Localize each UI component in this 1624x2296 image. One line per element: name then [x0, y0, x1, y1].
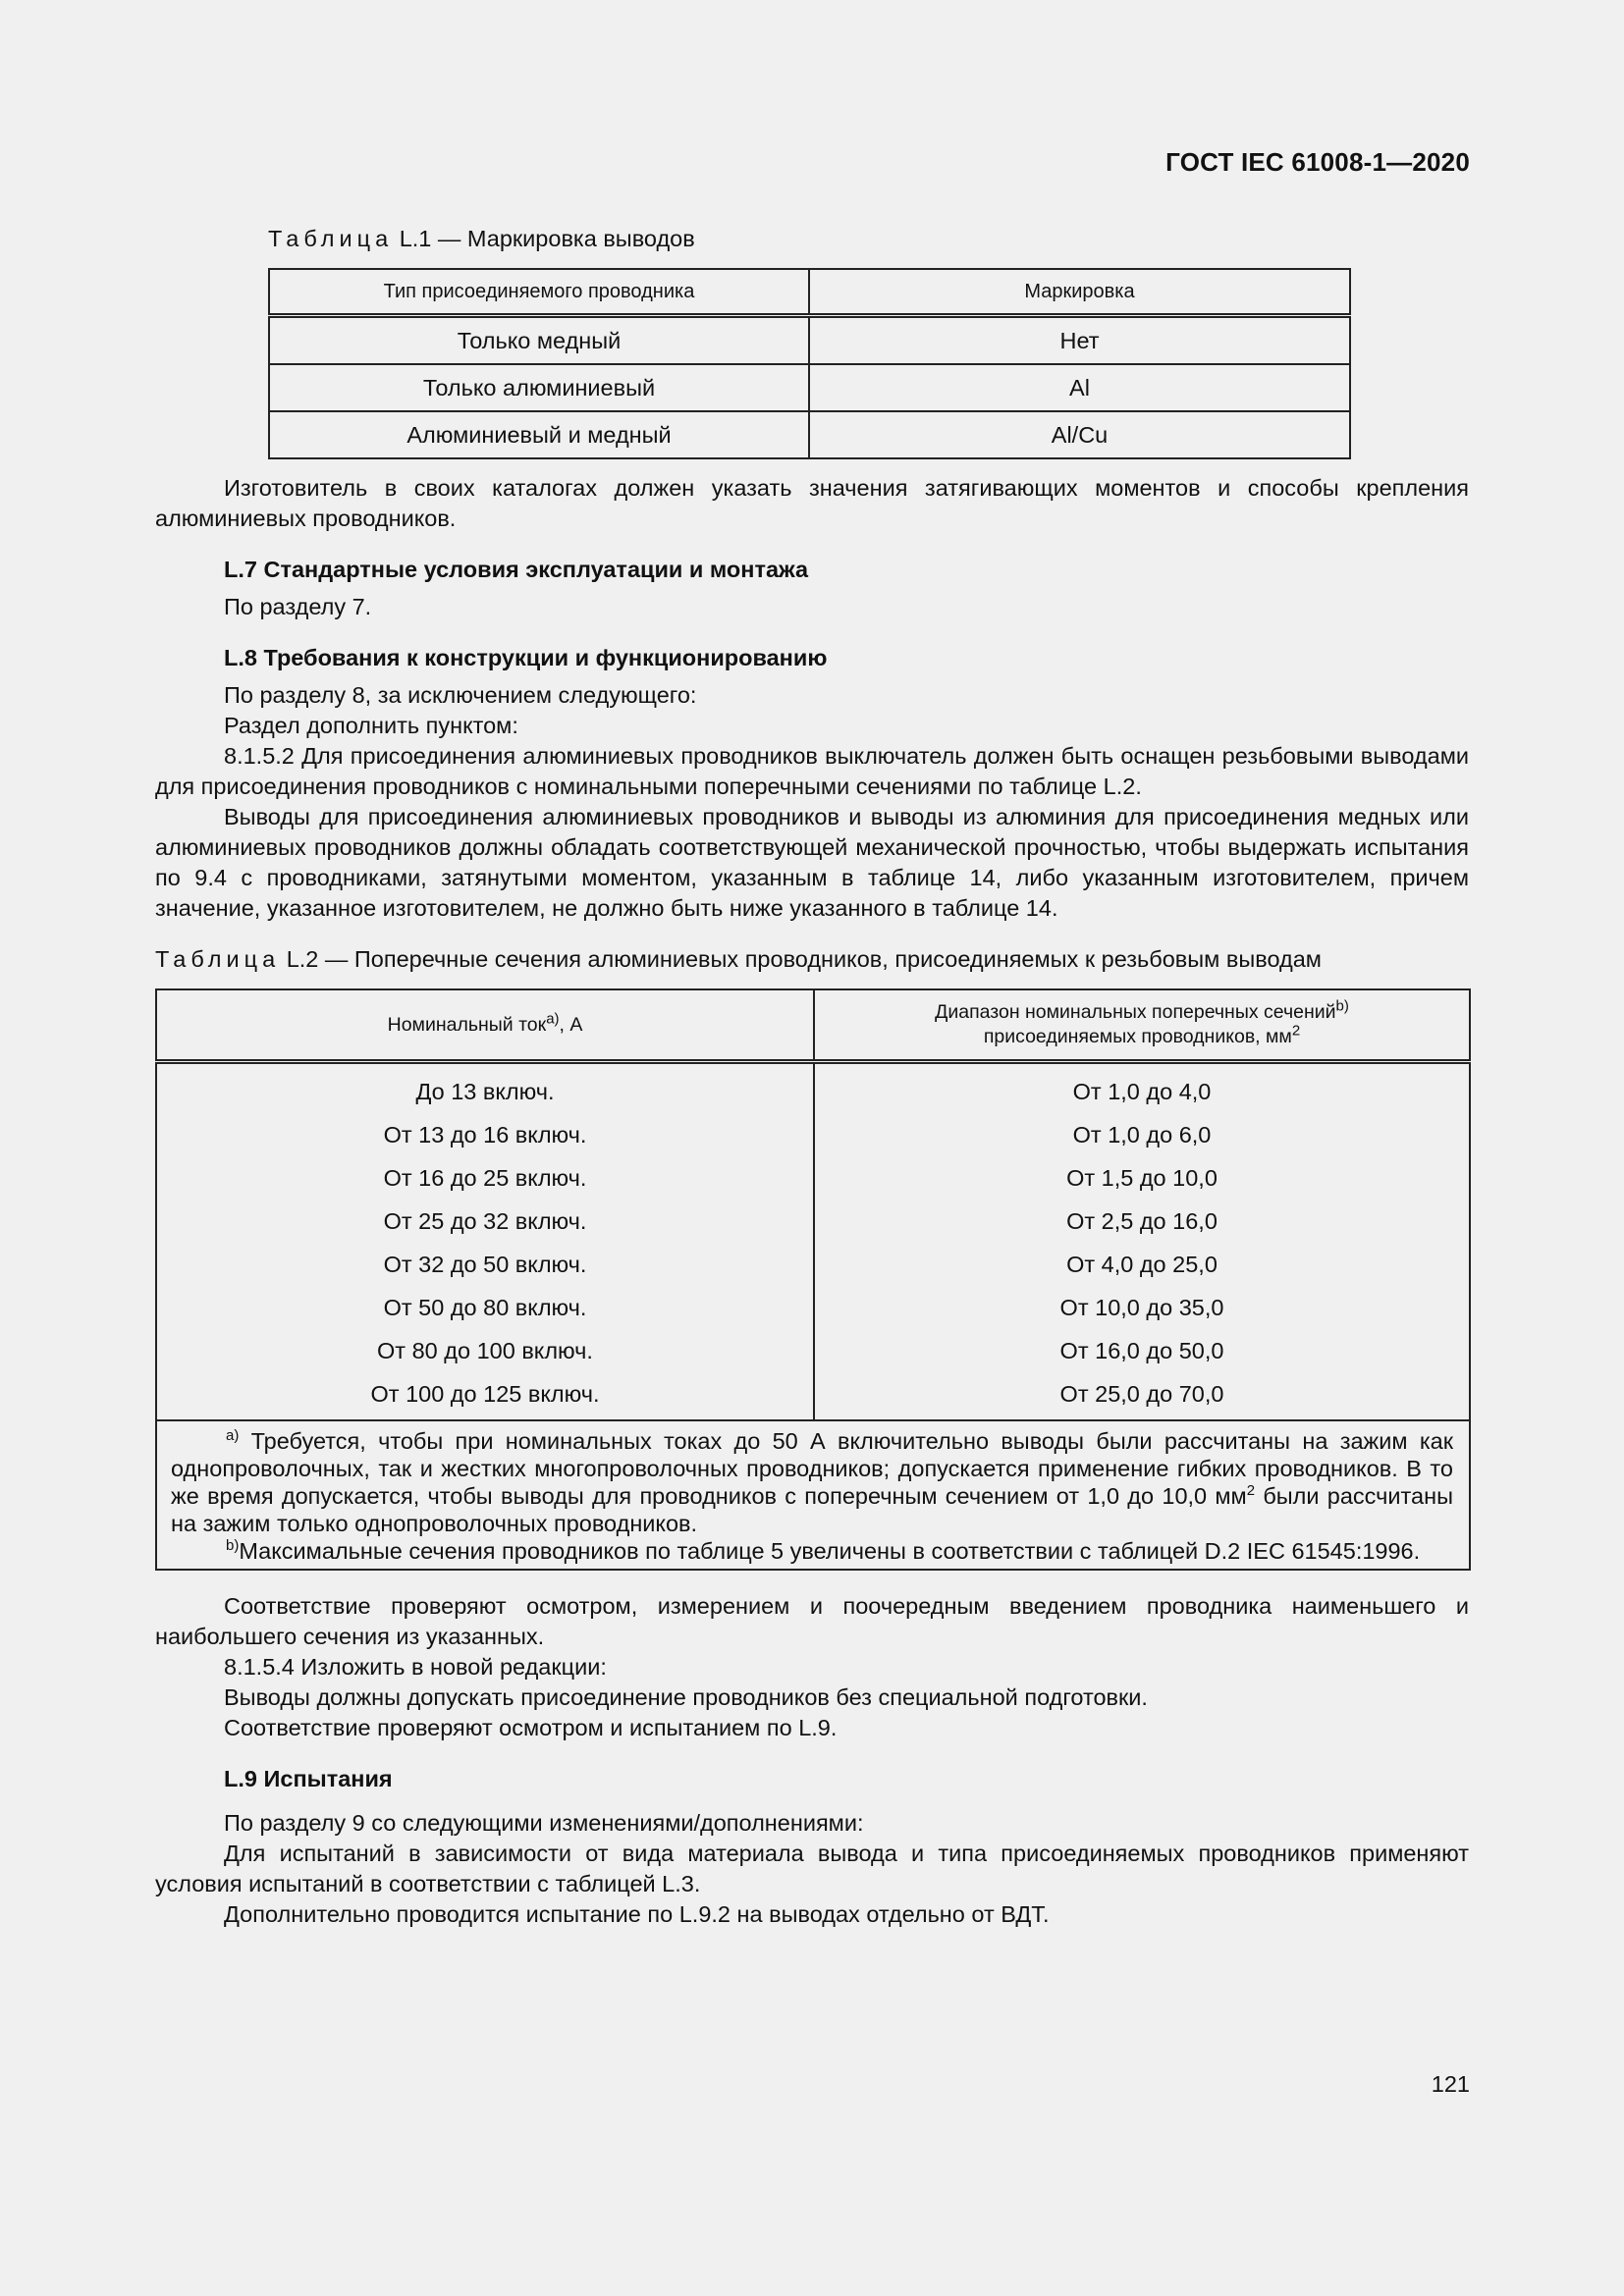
footnote-a: [171, 1427, 1453, 1537]
table-row: [269, 411, 1350, 458]
header-unit: , А: [559, 1013, 583, 1036]
spacer: [155, 924, 1469, 944]
table-row: [156, 1113, 1470, 1156]
table-cell: От 2,5 до 16,0: [814, 1200, 1470, 1243]
table-cell: Al/Cu: [809, 411, 1350, 458]
header-text: Номинальный ток: [387, 1013, 547, 1036]
paragraph: Соответствие проверяют осмотром, измерением и поочередным введением проводника наименьшего и наибольшего сечения из указанных.: [155, 1593, 1469, 1649]
table-row: [156, 1372, 1470, 1420]
page-number: 121: [1431, 2071, 1470, 2097]
header-text: присоединяемых проводников, мм: [983, 1026, 1292, 1047]
table1-header-cell: Тип присоединяемого проводника: [269, 269, 809, 316]
footnote-text: были рассчитаны на зажим только однопроволочных проводников.: [171, 1483, 1453, 1536]
table-cell: До 13 включ.: [156, 1062, 814, 1114]
paragraph: По разделу 9 со следующими изменениями/дополнениями:: [224, 1810, 864, 1836]
table1-caption-prefix: Таблица: [268, 226, 394, 251]
spacer: [155, 1743, 1469, 1764]
table-cell: Al: [809, 364, 1350, 411]
footnote-ref-a: a): [546, 1010, 560, 1027]
table-cell: От 16,0 до 50,0: [814, 1329, 1470, 1372]
table-cell: От 16 до 25 включ.: [156, 1156, 814, 1200]
table-cell: От 1,0 до 4,0: [814, 1062, 1470, 1114]
table-cell: От 13 до 16 включ.: [156, 1113, 814, 1156]
table-row: [156, 1329, 1470, 1372]
table2-caption: [155, 944, 1469, 975]
table-cell: Только алюминиевый: [269, 364, 809, 411]
table2-caption-text: L.2 — Поперечные сечения алюминиевых проводников, присоединяемых к резьбовым выводам: [286, 946, 1322, 972]
footnote-mark-b: b): [226, 1537, 240, 1555]
paragraph: Соответствие проверяют осмотром и испытанием по L.9.: [224, 1715, 838, 1740]
table-cell: Нет: [809, 316, 1350, 365]
table-cell: От 50 до 80 включ.: [156, 1286, 814, 1329]
table1-header-cell: Маркировка: [809, 269, 1350, 316]
footnote-text: Требуется, чтобы при номинальных токах до 50 А включительно выводы были рассчитаны на зажим как однопроволочных, так и жестких многопроволочных проводников; допускается применение гибких проводников. В то же время допускается, чтобы выводы для проводников с поперечным сечением от 1,0 до 10,0 мм: [171, 1428, 1453, 1509]
table-cell: Алюминиевый и медный: [269, 411, 809, 458]
table-cell: От 10,0 до 35,0: [814, 1286, 1470, 1329]
header-text: Диапазон номинальных поперечных сечений: [935, 1001, 1336, 1023]
paragraph: Выводы для присоединения алюминиевых проводников и выводы из алюминия для присоединения медных или алюминиевых проводников должны обладать соответствующей механической прочностью, чтобы выдержать испытания по 9.4 с проводниками, затянутыми моментом, указанным в таблице 14, либо указанным изготовителем, причем значение, указанное изготовителем, не должно быть ниже указанного в таблице 14.: [155, 804, 1469, 921]
paragraph: По разделу 8, за исключением следующего:: [224, 682, 697, 708]
table-l1: [268, 268, 1351, 459]
paragraph: 8.1.5.4 Изложить в новой редакции:: [224, 1654, 607, 1680]
table-cell: От 25 до 32 включ.: [156, 1200, 814, 1243]
table-cell: Только медный: [269, 316, 809, 365]
table-row: [156, 1286, 1470, 1329]
spacer: [155, 459, 1469, 473]
spacer: [155, 622, 1469, 643]
section-heading-l7: L.7 Стандартные условия эксплуатации и монтажа: [224, 557, 809, 582]
table2-header-current: [156, 989, 814, 1062]
table2-caption-prefix: Таблица: [155, 946, 281, 972]
table-cell: От 25,0 до 70,0: [814, 1372, 1470, 1420]
table1-caption-text: L.1 — Маркировка выводов: [399, 226, 695, 251]
page-content: [155, 224, 1469, 1930]
table2-header-range: [814, 989, 1470, 1062]
standard-code: ГОСТ IEC 61008-1—2020: [1165, 147, 1470, 177]
paragraph: Дополнительно проводится испытание по L.9.2 на выводах отдельно от ВДТ.: [224, 1901, 1050, 1927]
table-cell: От 1,0 до 6,0: [814, 1113, 1470, 1156]
table-cell: От 1,5 до 10,0: [814, 1156, 1470, 1200]
table-row: [156, 1200, 1470, 1243]
table2-header-row: [156, 989, 1470, 1062]
superscript-2: 2: [1246, 1482, 1256, 1500]
table-cell: От 32 до 50 включ.: [156, 1243, 814, 1286]
paragraph: Выводы должны допускать присоединение проводников без специальной подготовки.: [224, 1684, 1148, 1710]
paragraph: Раздел дополнить пунктом:: [224, 713, 518, 738]
table-cell: От 80 до 100 включ.: [156, 1329, 814, 1372]
footnote-b: [171, 1537, 1453, 1565]
spacer: [155, 1571, 1469, 1591]
footnote-ref-b: b): [1335, 997, 1349, 1015]
paragraph: Для испытаний в зависимости от вида материала вывода и типа присоединяемых проводников применяют условия испытаний в соответствии с таблицей L.3.: [155, 1841, 1469, 1896]
section-heading-l9: L.9 Испытания: [224, 1766, 393, 1791]
superscript-2: 2: [1291, 1022, 1301, 1040]
paragraph: По разделу 7.: [224, 594, 372, 619]
table1-header-row: [269, 269, 1350, 316]
table2-notes: [156, 1420, 1470, 1570]
spacer: [155, 1794, 1469, 1808]
spacer: [155, 673, 1469, 680]
footnote-text: Максимальные сечения проводников по таблице 5 увеличены в соответствии с таблицей D.2 IEC 61545:1996.: [239, 1538, 1421, 1564]
paragraph: 8.1.5.2 Для присоединения алюминиевых проводников выключатель должен быть оснащен резьбовыми выводами для присоединения проводников с номинальными поперечными сечениями по таблице L.2.: [155, 743, 1469, 799]
spacer: [155, 585, 1469, 592]
table-l2: [155, 988, 1471, 1571]
table-row: [269, 316, 1350, 365]
table2-notes-row: [156, 1420, 1470, 1570]
table-row: [269, 364, 1350, 411]
section-heading-l8: L.8 Требования к конструкции и функционированию: [224, 645, 828, 670]
paragraph: Изготовитель в своих каталогах должен указать значения затягивающих моментов и способы крепления алюминиевых проводников.: [155, 475, 1469, 531]
table-cell: От 4,0 до 25,0: [814, 1243, 1470, 1286]
table-cell: От 100 до 125 включ.: [156, 1372, 814, 1420]
table-row: [156, 1062, 1470, 1114]
table1-caption: [268, 224, 1469, 254]
spacer: [155, 534, 1469, 555]
footnote-mark-a: a): [226, 1427, 240, 1445]
table-row: [156, 1156, 1470, 1200]
table-row: [156, 1243, 1470, 1286]
